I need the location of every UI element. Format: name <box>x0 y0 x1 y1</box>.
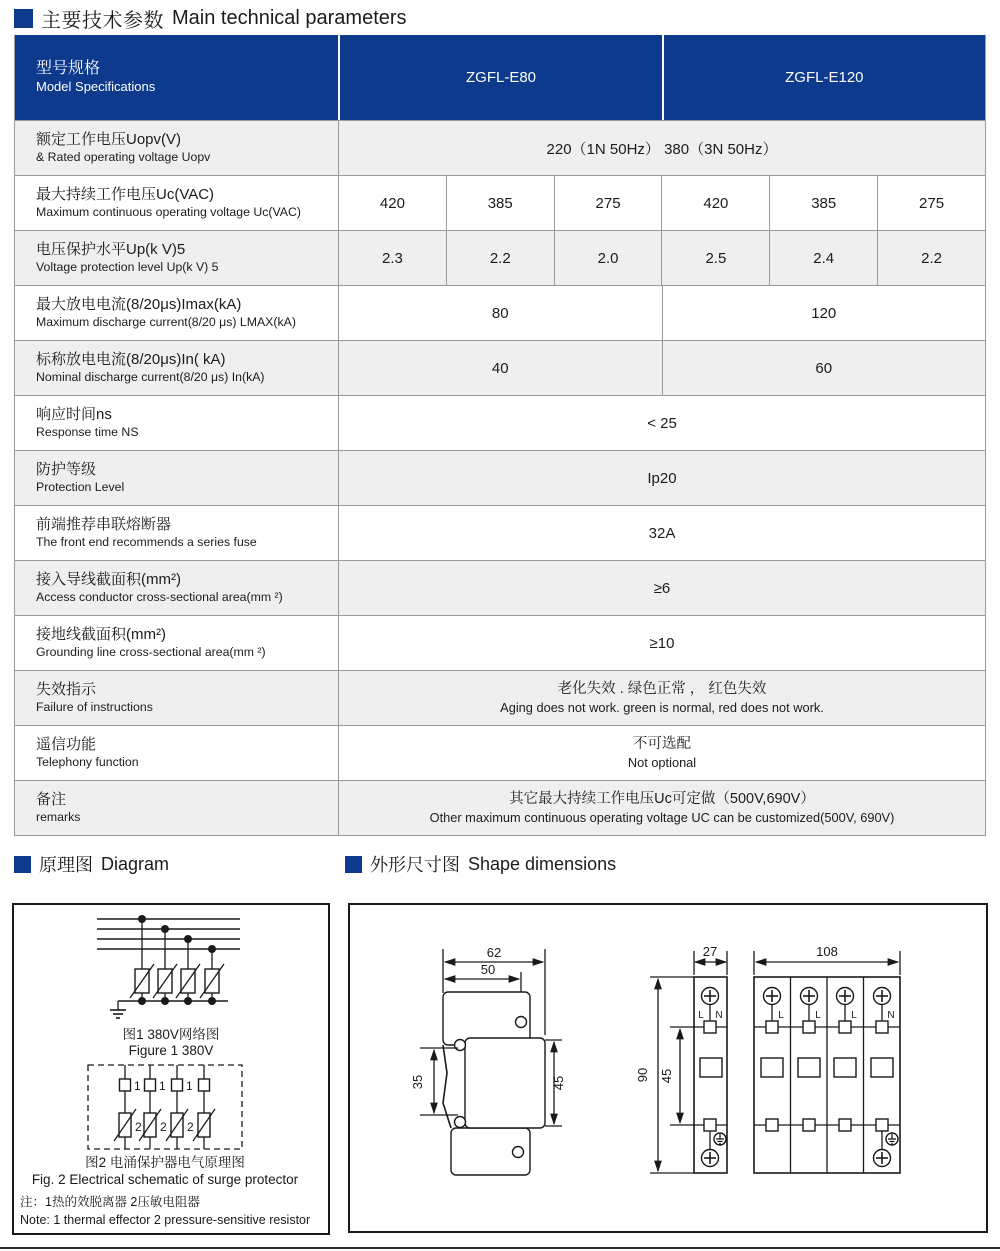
shape-panel <box>348 903 988 1233</box>
spd-branch <box>166 1065 194 1149</box>
section-diagram-zh: 原理图 <box>39 855 93 875</box>
blue-square-bullet-icon <box>14 9 33 28</box>
earth-terminal-icon <box>886 1133 898 1145</box>
component-1-label: 1 <box>134 1079 141 1093</box>
figure2-spd-schematic <box>32 1065 299 1187</box>
value-cell <box>339 781 985 835</box>
screw-terminal-icon <box>702 1150 719 1167</box>
row-label-zh: 遥信功能 <box>36 736 97 754</box>
row-label-zh: 前端推荐串联熔断器 <box>36 516 172 534</box>
spd-branch <box>114 1065 142 1149</box>
page-title-en: Main technical parameters <box>172 7 407 29</box>
dim-27: 27 <box>702 944 718 959</box>
block-module <box>798 988 821 1132</box>
table-row <box>15 780 985 835</box>
dim-50: 50 <box>480 962 496 977</box>
section-diagram-en: Diagram <box>101 853 170 874</box>
value-cell <box>339 671 985 725</box>
value-zh: 其它最大持续工作电压Uc可定做（500V,690V） <box>509 790 815 807</box>
row-label-zh: 防护等级 <box>36 461 97 479</box>
block-module <box>834 988 857 1132</box>
dim-90: 90 <box>635 1067 650 1083</box>
table-row <box>15 450 985 505</box>
row-label-en: Maximum continuous operating voltage Uc(VAC) <box>36 204 301 219</box>
row-label <box>15 616 339 670</box>
earth-terminal-icon <box>714 1133 726 1145</box>
side-view-drawing <box>410 945 566 1175</box>
dim-45-side: 45 <box>551 1075 566 1091</box>
value-cell: < 25 <box>647 414 677 432</box>
figure1-caption-en: Figure 1 380V <box>128 1043 214 1058</box>
component-2-label: 2 <box>135 1120 142 1134</box>
row-label <box>15 506 339 560</box>
row-label-en: Nominal discharge current(8/20 μs) In(kA) <box>36 369 265 384</box>
terminal-label: L <box>778 1010 784 1021</box>
value-cell: 60 <box>662 341 986 395</box>
section-diagram-title <box>14 851 169 877</box>
screw-terminal-icon <box>874 1150 891 1167</box>
row-label <box>15 781 339 835</box>
row-label <box>15 286 339 340</box>
blue-square-bullet-icon <box>14 856 31 873</box>
row-label-en: Telephony function <box>36 754 139 769</box>
varistor-branch <box>153 925 177 1005</box>
spec-table <box>14 35 986 836</box>
row-label-zh: 接地线截面积(mm²) <box>36 626 166 644</box>
row-label <box>15 561 339 615</box>
row-label-en: Maximum discharge current(8/20 μs) LMAX(kA) <box>36 314 296 329</box>
dim-62: 62 <box>486 945 502 960</box>
page-title <box>14 4 407 33</box>
row-label-en: remarks <box>36 809 81 824</box>
value-cell: 2.5 <box>661 231 769 285</box>
dim-108: 108 <box>816 944 838 959</box>
figure1-caption-zh: 图1 380V网络图 <box>122 1027 220 1042</box>
earth-ground-icon <box>110 1001 126 1018</box>
row-label-en: Response time NS <box>36 424 139 439</box>
value-cell: 385 <box>769 176 877 230</box>
table-row <box>15 395 985 450</box>
varistor-branch <box>200 945 224 1005</box>
row-label <box>15 671 339 725</box>
row-label-en: Access conductor cross-sectional area(mm ²) <box>36 589 283 604</box>
row-label-zh: 失效指示 <box>36 681 97 699</box>
value-en: Other maximum continuous operating voltage UC can be customized(500V, 690V) <box>429 810 895 826</box>
row-label-en: The front end recommends a series fuse <box>36 534 257 549</box>
block-module <box>871 988 898 1167</box>
row-label-zh: 响应时间ns <box>36 406 112 424</box>
table-row <box>15 175 985 230</box>
row-label-zh: 标称放电电流(8/20μs)In( kA) <box>36 351 226 369</box>
table-row <box>15 725 985 780</box>
figure2-caption-zh: 图2 电涌保护器电气原理图 <box>85 1155 245 1170</box>
value-cell: 220（1N 50Hz） 380（3N 50Hz） <box>546 140 778 158</box>
row-label-zh: 电压保护水平Up(k V)5 <box>36 241 186 259</box>
varistor-branch <box>176 935 200 1005</box>
terminal-label: L <box>851 1010 857 1021</box>
value-cell: 420 <box>379 194 405 212</box>
component-1-label: 1 <box>186 1079 193 1093</box>
value-cell: ≥10 <box>649 634 675 652</box>
value-cell <box>339 726 985 780</box>
value-cell: 2.2 <box>877 231 985 285</box>
table-row <box>15 230 985 285</box>
dim-35: 35 <box>410 1074 425 1090</box>
row-label <box>15 726 339 780</box>
table-row <box>15 615 985 670</box>
note-en: Note: 1 thermal effector 2 pressure-sensitive resistor <box>20 1213 311 1227</box>
row-label-en: & Rated operating voltage Uopv <box>36 149 211 164</box>
value-cell: 275 <box>877 176 985 230</box>
row-label-zh: 额定工作电压Uopv(V) <box>36 131 182 149</box>
row-label-en: Grounding line cross-sectional area(mm ²) <box>36 644 266 659</box>
value-cell: ≥6 <box>653 579 671 597</box>
value-cell: Ip20 <box>647 469 677 487</box>
figure2-caption-en: Fig. 2 Electrical schematic of surge protector <box>31 1172 299 1187</box>
front-view-single-module <box>635 944 727 1173</box>
component-2-label: 2 <box>160 1120 167 1134</box>
value-cell: 420 <box>661 176 769 230</box>
spd-branch <box>139 1065 167 1149</box>
diagram-panel <box>12 903 330 1235</box>
note-zh: 注：1热的效脱离器 2压敏电阻器 <box>20 1195 200 1209</box>
value-cell: 275 <box>554 176 662 230</box>
component-2-label: 2 <box>187 1120 194 1134</box>
spd-branch <box>193 1065 215 1149</box>
row-label-en: Protection Level <box>36 479 125 494</box>
header-model-e80: ZGFL-E80 <box>338 35 661 120</box>
header-model-e120: ZGFL-E120 <box>662 35 985 120</box>
section-shape-zh: 外形尺寸图 <box>370 855 460 875</box>
value-en: Not optional <box>627 755 697 771</box>
value-cell: 385 <box>446 176 554 230</box>
table-row <box>15 505 985 560</box>
value-zh: 老化失效 . 绿色正常 ， 红色失效 <box>557 680 767 697</box>
circuit-diagram <box>14 905 328 1233</box>
dimension-drawing <box>350 905 986 1231</box>
page-bottom-rule <box>0 1247 1000 1249</box>
row-label-en: Failure of instructions <box>36 699 153 714</box>
header-model-spec <box>15 35 338 120</box>
table-header-row <box>15 35 985 120</box>
terminal-label: N <box>887 1010 895 1021</box>
row-label-en: Voltage protection level Up(k V) 5 <box>36 259 219 274</box>
header-label-en: Model Specifications <box>36 79 156 95</box>
header-label-zh: 型号规格 <box>36 60 101 78</box>
blue-square-bullet-icon <box>345 856 362 873</box>
front-view-four-module-block <box>754 944 900 1173</box>
value-en: Aging does not work. green is normal, red does not work. <box>500 700 824 716</box>
table-row <box>15 120 985 175</box>
page-title-zh: 主要技术参数 <box>41 10 164 32</box>
terminal-label: L <box>815 1010 821 1021</box>
row-label <box>15 121 339 175</box>
row-label <box>15 396 339 450</box>
component-1-label: 1 <box>159 1079 166 1093</box>
row-label <box>15 451 339 505</box>
value-cell: 120 <box>662 286 986 340</box>
row-label-zh: 接入导线截面积(mm²) <box>36 571 181 589</box>
row-label-zh: 备注 <box>36 791 67 809</box>
value-cell: 32A <box>648 524 676 542</box>
table-row <box>15 285 985 340</box>
value-cell: 80 <box>491 304 509 322</box>
row-label-zh: 最大持续工作电压Uc(VAC) <box>36 186 215 204</box>
value-cell: 2.3 <box>381 249 403 267</box>
terminal-label-N: N <box>715 1010 723 1021</box>
value-cell: 2.2 <box>446 231 554 285</box>
block-module <box>761 988 784 1132</box>
table-row <box>15 670 985 725</box>
value-cell: 2.4 <box>769 231 877 285</box>
table-row <box>15 340 985 395</box>
value-cell: 2.0 <box>554 231 662 285</box>
value-cell: 40 <box>491 359 509 377</box>
screw-terminal-icon <box>702 988 719 1005</box>
row-label-zh: 最大放电电流(8/20μs)Imax(kA) <box>36 296 242 314</box>
row-label <box>15 341 339 395</box>
terminal-label-L: L <box>698 1010 704 1021</box>
table-row <box>15 560 985 615</box>
section-shape-title <box>345 851 616 877</box>
figure1-380v-network <box>97 915 240 1058</box>
section-shape-en: Shape dimensions <box>468 853 617 874</box>
row-label <box>15 231 339 285</box>
row-label <box>15 176 339 230</box>
value-zh: 不可选配 <box>633 735 691 752</box>
dim-45-front: 45 <box>659 1068 674 1084</box>
